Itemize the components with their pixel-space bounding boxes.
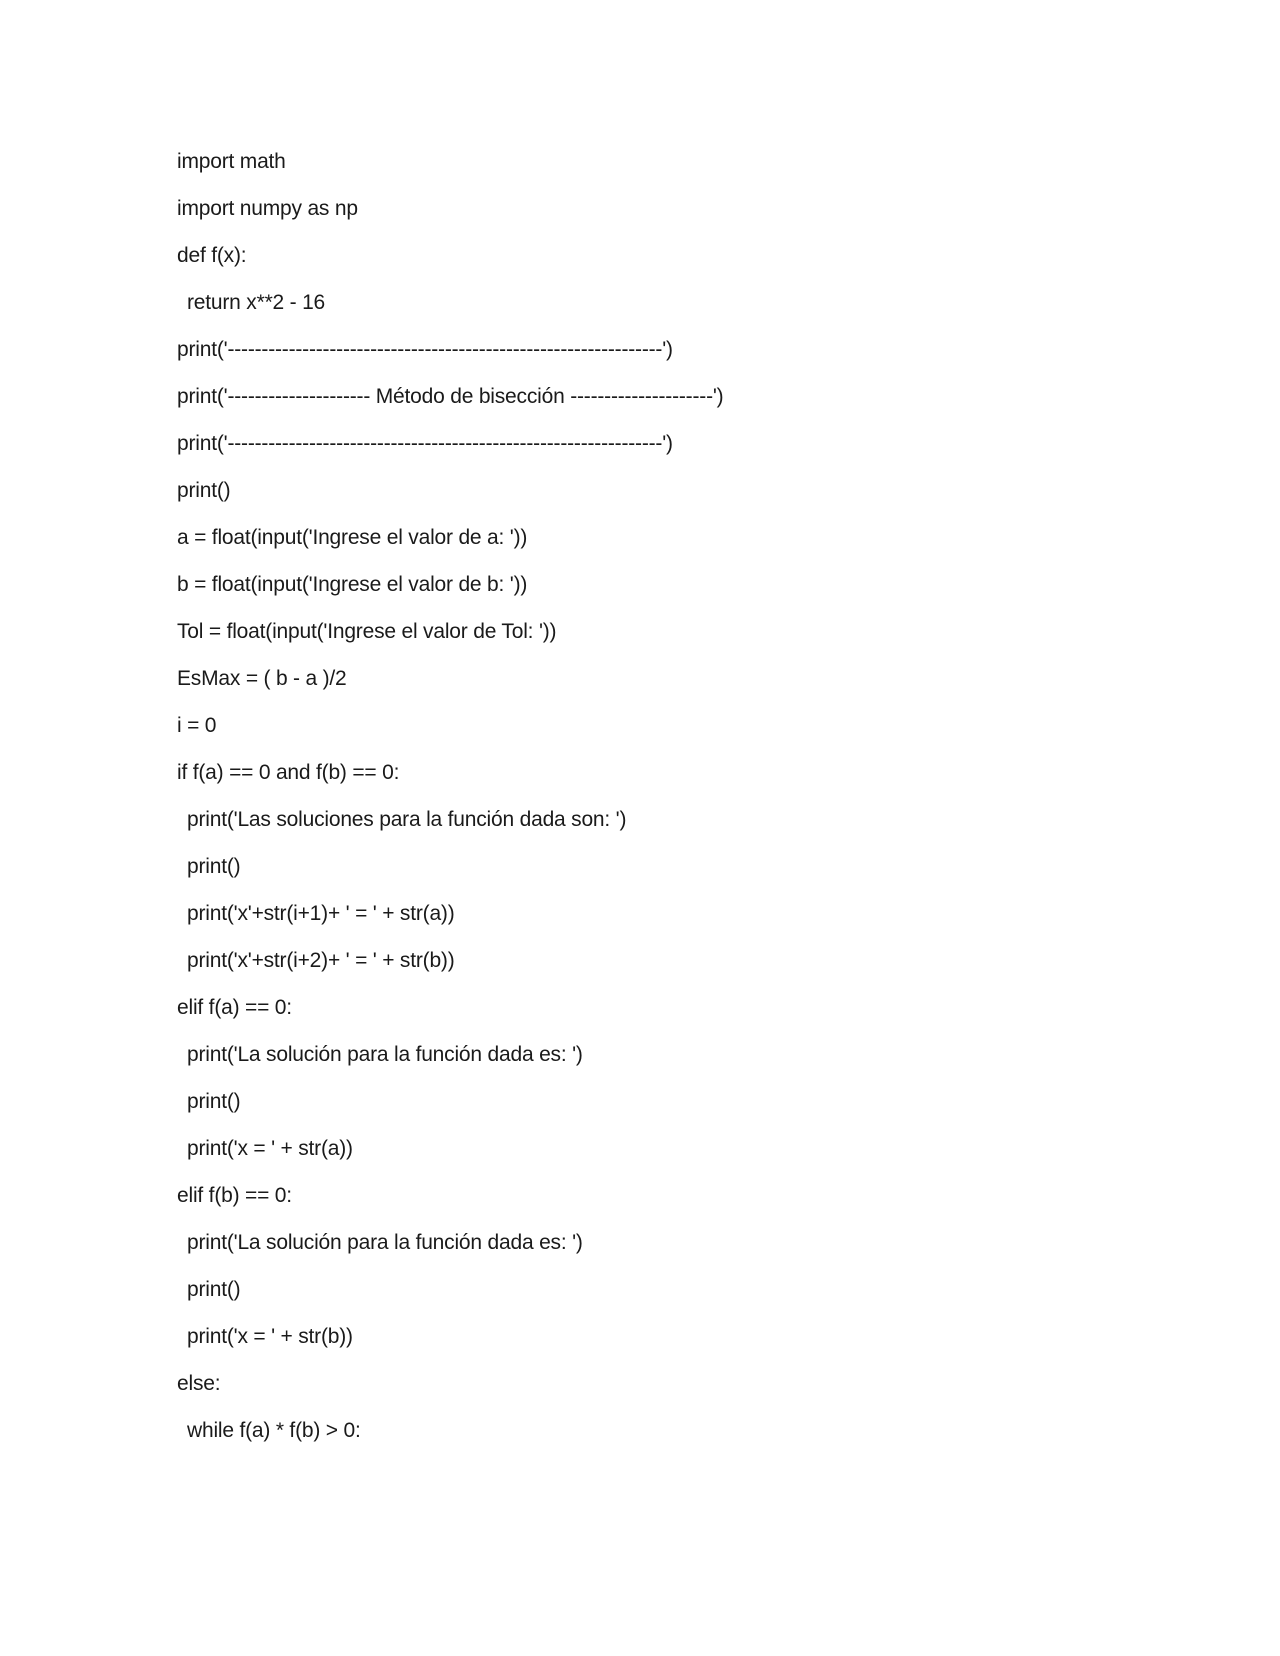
code-line: print('La solución para la función dada es: '): [187, 1231, 583, 1254]
code-line: elif f(b) == 0:: [177, 1184, 292, 1207]
code-line: return x**2 - 16: [187, 291, 326, 314]
code-line: print(): [177, 479, 231, 502]
code-line: print('Las soluciones para la función dada son: '): [187, 808, 627, 831]
code-line: print('x'+str(i+1)+ ' = ' + str(a)): [187, 902, 455, 925]
code-line: i = 0: [177, 714, 217, 737]
code-line: elif f(a) == 0:: [177, 996, 292, 1019]
code-line: if f(a) == 0 and f(b) == 0:: [177, 761, 400, 784]
code-line: import math: [177, 150, 286, 173]
code-line: Tol = float(input('Ingrese el valor de Tol: ')): [177, 620, 557, 643]
code-line: print(): [187, 855, 241, 878]
code-line: import numpy as np: [177, 197, 358, 220]
code-line: def f(x):: [177, 244, 247, 267]
code-line: print('x'+str(i+2)+ ' = ' + str(b)): [187, 949, 455, 972]
code-listing: [177, 147, 1177, 1463]
code-line: print('--------------------- Método de bisección ---------------------'): [177, 385, 724, 408]
code-line: while f(a) * f(b) > 0:: [187, 1419, 361, 1442]
code-line: a = float(input('Ingrese el valor de a: ')): [177, 526, 528, 549]
code-line: print('----------------------------------------------------------------'): [177, 432, 673, 455]
code-line: print(): [187, 1090, 241, 1113]
code-line: EsMax = ( b - a )/2: [177, 667, 347, 690]
code-line: print('x = ' + str(a)): [187, 1137, 353, 1160]
code-line: b = float(input('Ingrese el valor de b: ')): [177, 573, 528, 596]
code-line: print(): [187, 1278, 241, 1301]
code-line: else:: [177, 1372, 221, 1395]
code-line: print('La solución para la función dada es: '): [187, 1043, 583, 1066]
code-line: print('x = ' + str(b)): [187, 1325, 353, 1348]
code-line: print('----------------------------------------------------------------'): [177, 338, 673, 361]
